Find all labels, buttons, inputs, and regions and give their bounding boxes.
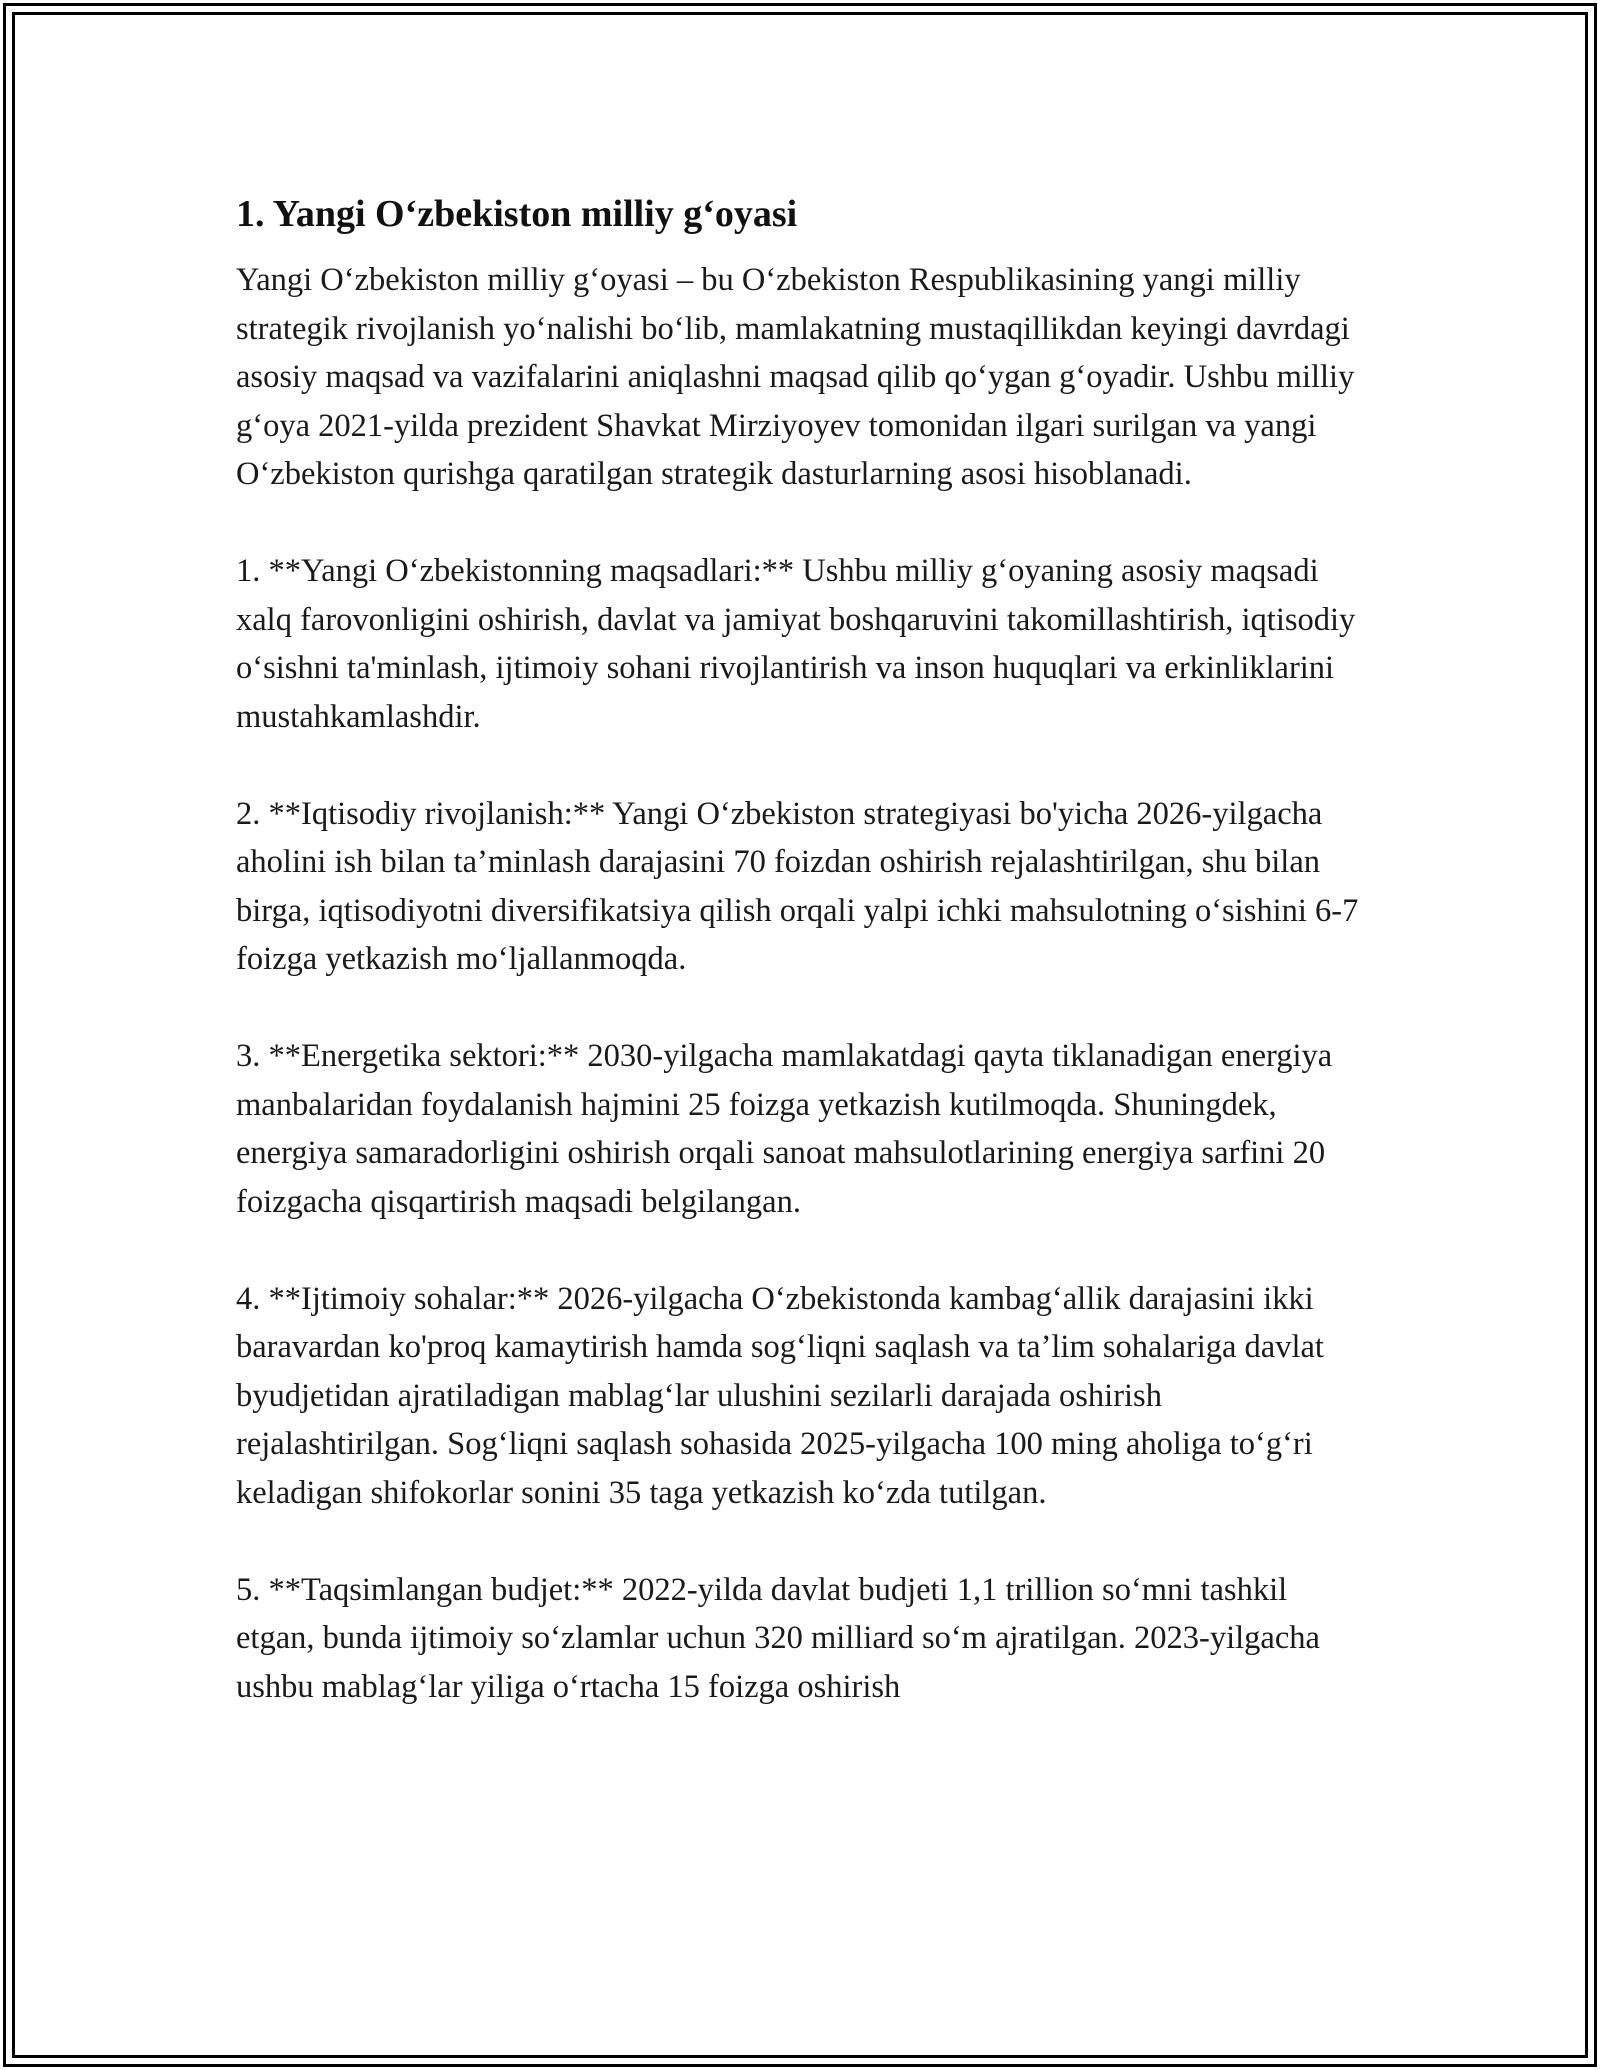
paragraph-energy-sector: 3. **Energetika sektori:** 2030-yilgacha mamlakatdagi qayta tiklanadigan energiya manbalaridan foydalanish hajmini 25 foizga yetkazish kutilmoqda. Shuningdek, energiya samaradorligini oshirish orqali sanoat mahsulotlarining energiya sarfini 20 foizgacha qisqartirish maqsadi belgilangan. [236, 1038, 1333, 1220]
document-body [236, 186, 1366, 1711]
paragraph-intro: Yangi O‘zbekiston milliy g‘oyasi – bu O‘zbekiston Respublikasining yangi milliy strategik rivojlanish yo‘nalishi bo‘lib, mamlakatning mustaqillikdan keyingi davrdagi asosiy maqsad va vazifalarini aniqlashni maqsad qilib qo‘ygan g‘oyadir. Ushbu milliy g‘oya 2021-yilda prezident Shavkat Mirziyoyev tomonidan ilgari surilgan va yangi O‘zbekiston qurishga qaratilgan strategik dasturlarning asosi hisoblanadi. [236, 262, 1355, 492]
paragraph-goals: 1. **Yangi O‘zbekistonning maqsadlari:** Ushbu milliy g‘oyaning asosiy maqsadi xalq farovonligini oshirish, davlat va jamiyat boshqaruvini takomillashtirish, iqtisodiy o‘sishni ta'minlash, ijtimoiy sohani rivojlantirish va inson huquqlari va erkinliklarini mustahkamlashdir. [236, 553, 1356, 735]
paragraph-economic-development: 2. **Iqtisodiy rivojlanish:** Yangi O‘zbekiston strategiyasi bo'yicha 2026-yilgacha aholini ish bilan ta’minlash darajasini 70 foizdan oshirish rejalashtirilgan, shu bilan birga, iqtisodiyotni diversifikatsiya qilish orqali yalpi ichki mahsulotning o‘sishini 6-7 foizga yetkazish mo‘ljallanmoqda. [236, 795, 1359, 977]
paragraph-distributed-budget: 5. **Taqsimlangan budjet:** 2022-yilda davlat budjeti 1,1 trillion so‘mni tashkil etgan, bunda ijtimoiy so‘zlamlar uchun 320 milliard so‘m ajratilgan. 2023-yilgacha ushbu mablag‘lar yiliga o‘rtacha 15 foizga oshirish [236, 1571, 1320, 1705]
paragraph-social-sectors: 4. **Ijtimoiy sohalar:** 2026-yilgacha O‘zbekistonda kambag‘allik darajasini ikki baravardan ko'proq kamaytirish hamda sog‘liqni saqlash va ta’lim sohalariga davlat byudjetidan ajratiladigan mablag‘lar ulushini sezilarli darajada oshirish rejalashtirilgan. Sog‘liqni saqlash sohasida 2025-yilgacha 100 ming aholiga to‘g‘ri keladigan shifokorlar sonini 35 taga yetkazish ko‘zda tutilgan. [236, 1280, 1324, 1511]
document-title: 1. Yangi O‘zbekiston milliy g‘oyasi [236, 193, 798, 235]
